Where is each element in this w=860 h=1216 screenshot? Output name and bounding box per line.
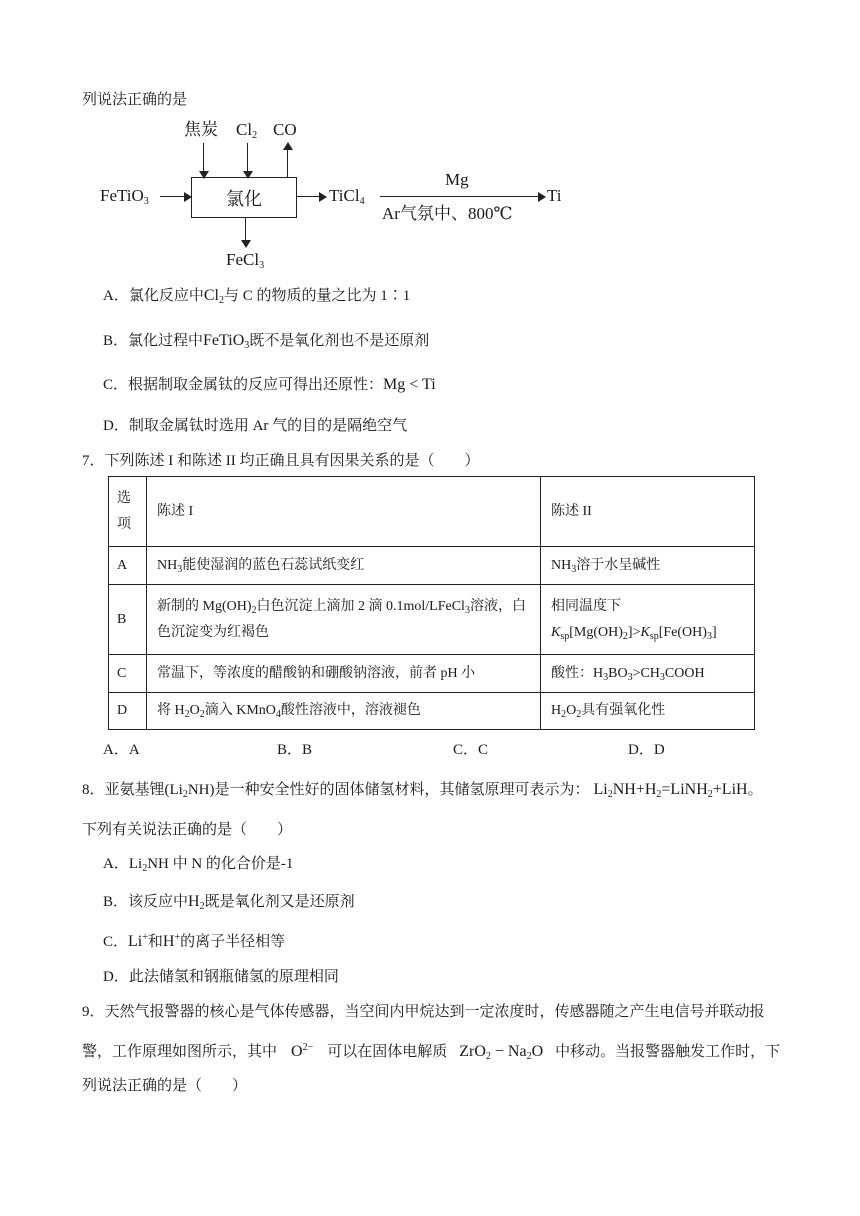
- table-row: D 将 $H_2O_2$滴入 KMnO$_4$酸性溶液中，溶液褪色 $H_2O_2$具有强氧化性: [109, 693, 755, 730]
- header-statement-1: 陈述 I: [147, 477, 541, 547]
- q6-option-a: A．氯化反应中$Cl_2$与 C 的物质的量之比为 1∶1: [103, 287, 411, 306]
- q6-option-d: D．制取金属钛时选用 Ar 气的目的是隔绝空气: [103, 418, 408, 434]
- condition-label: Ar气氛中、800℃: [382, 204, 513, 223]
- q8-stem-line1: 8．亚氨基锂$(Li_2NH)$是一种安全性好的固体储氢材料，其储氢原理可表示为： $Li_2NH+H_2=LiNH_2+LiH$。: [82, 781, 763, 800]
- q7-choice-d: D．D: [628, 742, 665, 758]
- ticl4-arrow: [297, 196, 325, 197]
- q8-option-b: B．该反应中$H_2$既是氧化剂又是还原剂: [103, 893, 355, 912]
- table-header-row: [109, 477, 755, 547]
- reduction-arrow: [380, 196, 544, 197]
- chlorine-arrow: [247, 143, 248, 177]
- reactant-fetio3-label: FeTiO$_3$: [100, 186, 149, 207]
- row-b-statement-1: 新制的 $Mg(OH)_2$白色沉淀上滴加 2 滴 0.1mol/LFeCl$_3$溶液，白色沉淀变为红褐色: [147, 585, 541, 655]
- row-a-statement-1: $NH_3$能使湿润的蓝色石蕊试纸变红: [147, 547, 541, 585]
- table-row: C 常温下，等浓度的醋酸钠和硼酸钠溶液，前者 pH 小 酸性：$H_3BO_3>CH_3COOH$: [109, 655, 755, 693]
- product-ti-label: Ti: [547, 186, 562, 205]
- q6-option-b: B．氯化过程中FeTiO$_3$既不是氧化剂也不是还原剂: [103, 332, 430, 351]
- input-coke-label: 焦炭: [184, 120, 218, 139]
- chlorination-box: [191, 177, 297, 218]
- q7-table: [108, 476, 755, 730]
- q8-option-a: A．$Li_2NH$ 中 N 的化合价是-1: [103, 856, 294, 874]
- q8-option-c: C．Li+和H+的离子半径相等: [103, 932, 286, 950]
- chlorination-label: 氯化: [226, 188, 262, 209]
- fecl3-arrow: [245, 218, 246, 246]
- q7-stem: 7．下列陈述 I 和陈述 II 均正确且具有因果关系的是（ ）: [82, 453, 480, 469]
- reactant-arrow: [160, 196, 190, 197]
- reagent-mg-label: Mg: [445, 170, 469, 189]
- row-d-statement-1: 将 $H_2O_2$滴入 KMnO$_4$酸性溶液中，溶液褪色: [147, 693, 541, 730]
- table-row: A $NH_3$能使湿润的蓝色石蕊试纸变红 $NH_3$溶于水呈碱性: [109, 547, 755, 585]
- gas-co-label: CO: [273, 120, 297, 139]
- q8-stem-line2: 下列有关说法正确的是（ ）: [82, 822, 293, 838]
- q9-stem-line1: 9．天然气报警器的核心是气体传感器，当空间内甲烷达到一定浓度时，传感器随之产生电信号并联动报: [82, 1004, 765, 1020]
- row-d-statement-2: $H_2O_2$具有强氧化性: [541, 693, 755, 730]
- q9-stem-line3: 列说法正确的是（ ）: [82, 1078, 248, 1094]
- question-6-stem-tail: 列说法正确的是: [82, 92, 188, 108]
- table-row: B 新制的 $Mg(OH)_2$白色沉淀上滴加 2 滴 0.1mol/LFeCl$_3$溶液，白色沉淀变为红褐色 相同温度下 $K_{sp}[Mg(OH)_2]>K_{sp}[Fe(OH)_3]$: [109, 585, 755, 655]
- q9-stem-line2: 警，工作原理如图所示，其中 $O^{2-}$ 可以在固体电解质 $ZrO_2 - Na_2O$ 中移动。当报警器触发工作时，下: [82, 1042, 781, 1062]
- intermediate-ticl4-label: TiCl$_4$: [329, 186, 365, 207]
- coke-arrow: [203, 143, 204, 177]
- q8-option-d: D．此法储氢和钢瓶储氢的原理相同: [103, 969, 339, 985]
- byproduct-fecl3-label: FeCl$_3$: [226, 250, 265, 271]
- row-a-statement-2: $NH_3$溶于水呈碱性: [541, 547, 755, 585]
- q7-choice-b: B．B: [277, 742, 313, 758]
- q7-choice-c: C．C: [453, 742, 489, 758]
- row-c-statement-2: 酸性：$H_3BO_3>CH_3COOH$: [541, 655, 755, 693]
- q7-choice-a: A．A: [103, 742, 140, 758]
- row-c-statement-1: 常温下，等浓度的醋酸钠和硼酸钠溶液，前者 pH 小: [147, 655, 541, 693]
- header-option: 选 项: [109, 477, 147, 547]
- co-arrow: [287, 144, 288, 177]
- row-b-statement-2: 相同温度下 $K_{sp}[Mg(OH)_2]>K_{sp}[Fe(OH)_3]$: [541, 585, 755, 655]
- header-statement-2: 陈述 II: [541, 477, 755, 547]
- input-chlorine-label: $Cl_2$: [236, 120, 258, 141]
- q6-option-c: C．根据制取金属钛的反应可得出还原性：Mg < Ti: [103, 376, 436, 393]
